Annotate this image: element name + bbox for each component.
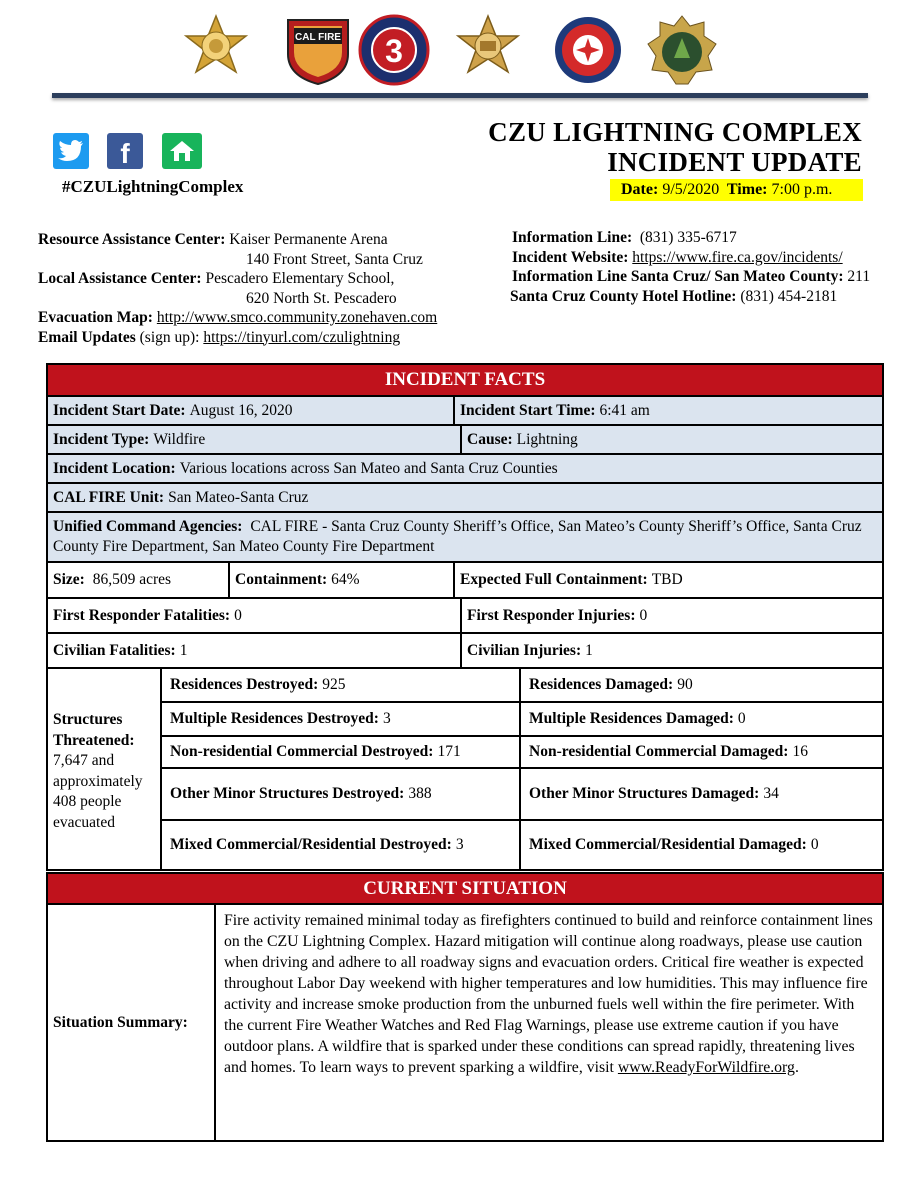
date-time-highlight (610, 179, 863, 201)
start-time-value: 6:41 am (599, 401, 650, 419)
fr-injuries-value: 0 (639, 606, 648, 624)
agencies-label: Unified Command Agencies: (53, 518, 243, 535)
evacuation-map-link[interactable]: http://www.smco.community.zonehaven.com (156, 309, 438, 326)
structure-row (520, 820, 883, 870)
hotel-label: Santa Cruz County Hotel Hotline: (510, 287, 737, 305)
type-label: Incident Type: (53, 430, 150, 448)
situation-summary-text-cell (215, 904, 883, 1141)
damaged-value: 16 (792, 743, 808, 760)
unit-value: San Mateo-Santa Cruz (168, 488, 309, 506)
home-icon[interactable] (162, 133, 202, 169)
type-cell (47, 425, 461, 454)
structure-row (161, 736, 520, 768)
expected-containment-cell (454, 562, 883, 598)
destroyed-label: Mixed Commercial/Residential Destroyed: (170, 836, 452, 853)
structures-value-4: evacuated (53, 813, 115, 831)
structures-label-1: Structures (53, 711, 123, 728)
destroyed-value: 3 (455, 836, 464, 853)
structures-label-2: Threatened: (53, 731, 135, 749)
fr-fatalities-label: First Responder Fatalities: (53, 606, 231, 624)
incident-facts-header: INCIDENT FACTS (47, 364, 883, 396)
rac-line-2: 140 Front Street, Santa Cruz (246, 250, 423, 268)
lac-label: Local Assistance Center: (38, 270, 202, 287)
damaged-label: Multiple Residences Damaged: (529, 710, 734, 727)
info-line-value: (831) 335-6717 (639, 229, 737, 246)
situation-summary-end: . (794, 1059, 799, 1076)
unit-cell (47, 483, 883, 512)
fr-injuries-cell (461, 598, 883, 633)
structure-row (520, 668, 883, 702)
time-value: 7:00 p.m. (771, 181, 833, 198)
sc-sm-line-label: Information Line Santa Cruz/ San Mateo County: (512, 268, 844, 285)
email-label: Email Updates (38, 328, 136, 346)
fr-injuries-label: First Responder Injuries: (467, 606, 636, 624)
structure-row (161, 820, 520, 870)
hotel-value: (831) 454-2181 (740, 287, 838, 305)
cause-label: Cause: (467, 430, 513, 448)
santa-cruz-sheriff-badge (452, 14, 524, 86)
start-date-label: Incident Start Date: (53, 401, 186, 419)
current-situation-header: CURRENT SITUATION (47, 873, 883, 904)
svg-text:3: 3 (385, 33, 403, 69)
rac-label: Resource Assistance Center: (38, 231, 226, 248)
svg-text:CAL FIRE: CAL FIRE (295, 32, 341, 43)
structures-threatened-cell (47, 668, 161, 870)
san-mateo-sheriff-badge (180, 14, 252, 86)
destroyed-value: 3 (382, 710, 391, 727)
containment-label: Containment: (235, 571, 328, 588)
destroyed-value: 171 (437, 743, 461, 760)
hashtag: #CZULightningComplex (62, 177, 244, 196)
civ-injuries-cell (461, 633, 883, 668)
structures-value-1: 7,647 and (53, 752, 115, 769)
agencies-value: CAL FIRE - Santa Cruz County Sheriff’s Office, San Mateo’s County Sheriff’s Office, Santa Cruz County Fire Department, San Mateo County Fire Department (53, 518, 862, 555)
structure-row (520, 736, 883, 768)
sc-sm-line-value: 211 (847, 268, 871, 285)
civ-injuries-label: Civilian Injuries: (467, 641, 582, 659)
type-value: Wildfire (153, 430, 206, 448)
fr-fatalities-value: 0 (234, 606, 242, 624)
location-value: Various locations across San Mateo and Santa Cruz Counties (179, 459, 558, 477)
containment-cell (229, 562, 454, 598)
situation-summary-label-cell (47, 904, 215, 1141)
damaged-value: 90 (677, 676, 693, 693)
structure-row (161, 702, 520, 736)
twitter-icon[interactable] (53, 133, 89, 169)
structures-value-3: 408 people (53, 793, 122, 810)
structure-row (161, 668, 520, 702)
evac-label: Evacuation Map: (38, 309, 153, 326)
destroyed-label: Residences Destroyed: (170, 676, 319, 693)
destroyed-label: Non-residential Commercial Destroyed: (170, 743, 434, 760)
damaged-value: 0 (810, 836, 819, 853)
cal-fire-logo (282, 14, 354, 86)
start-date-value: August 16, 2020 (189, 401, 293, 419)
structure-row (161, 768, 520, 820)
start-time-cell (454, 396, 883, 425)
cause-cell (461, 425, 883, 454)
page-title (488, 117, 862, 177)
cause-value: Lightning (516, 430, 578, 448)
civ-injuries-value: 1 (585, 641, 593, 659)
damaged-value: 34 (763, 785, 779, 802)
fr-fatalities-cell (47, 598, 461, 633)
facebook-icon[interactable]: f (107, 133, 143, 169)
civ-fatalities-cell (47, 633, 461, 668)
email-updates-link[interactable]: https://tinyurl.com/czulightning (203, 328, 401, 346)
structures-value-2: approximately (53, 772, 143, 790)
expected-value: TBD (651, 571, 683, 588)
start-time-label: Incident Start Time: (460, 401, 596, 419)
expected-label: Expected Full Containment: (460, 571, 648, 588)
civ-fatalities-label: Civilian Fatalities: (53, 641, 176, 659)
civ-fatalities-value: 1 (179, 641, 188, 659)
size-value: 86,509 acres (92, 571, 172, 588)
destroyed-label: Multiple Residences Destroyed: (170, 710, 379, 727)
date-label: Date: (621, 181, 659, 198)
san-mateo-county-fire-logo (646, 14, 718, 86)
header-divider (52, 93, 868, 98)
size-label: Size: (53, 571, 85, 588)
location-cell (47, 454, 883, 483)
website-label: Incident Website: (512, 248, 629, 266)
containment-value: 64% (331, 571, 360, 588)
damaged-value: 0 (737, 710, 746, 727)
incident-management-team-3-logo (358, 14, 430, 86)
lac-line-1: Pescadero Elementary School, (205, 270, 395, 287)
location-label: Incident Location: (53, 459, 176, 477)
rac-line-1: Kaiser Permanente Arena (229, 231, 388, 248)
destroyed-value: 388 (408, 785, 432, 802)
start-date-cell (47, 396, 454, 425)
left-info-block (38, 230, 437, 347)
title-line-2: INCIDENT UPDATE (607, 147, 862, 177)
destroyed-label: Other Minor Structures Destroyed: (170, 785, 405, 802)
info-line-label: Information Line: (512, 229, 633, 246)
size-cell (47, 562, 229, 598)
date-value: 9/5/2020 (662, 181, 720, 198)
agencies-cell (47, 512, 883, 562)
damaged-label: Residences Damaged: (529, 676, 674, 693)
damaged-label: Other Minor Structures Damaged: (529, 785, 760, 802)
situation-summary-text: Fire activity remained minimal today as firefighters continued to build and reinforce containment lines on the CZU Lightning Complex. Hazard mitigation will continue along roadways, please use caution when driving and adhere to all roadway signs and evacuation orders. Critical fire weather is expected throughout Labor Day weekend with higher temperatures and low humidities. This may influence fire activity and increase smoke production from the unburned fuels well within the fire perimeter. With the current Fire Weather Watches and Red Flag Warnings, please use extreme caution if you have outdoor plans. A wildfire that is sparked under these conditions can spread rapidly, threatening lives and homes. To learn ways to prevent sparking a wildfire, visit (224, 912, 873, 1076)
title-line-1: CZU LIGHTNING COMPLEX (488, 117, 862, 147)
ready-for-wildfire-link[interactable]: www.ReadyForWildfire.org (617, 1059, 795, 1076)
time-label: Time: (726, 181, 768, 198)
right-info-block (512, 228, 870, 306)
destroyed-value: 925 (322, 676, 346, 693)
damaged-label: Non-residential Commercial Damaged: (529, 743, 789, 760)
incident-website-link[interactable]: https://www.fire.ca.gov/incidents/ (632, 248, 843, 266)
lac-line-2: 620 North St. Pescadero (246, 289, 397, 307)
structure-row (520, 768, 883, 820)
email-signup: (sign up): (139, 328, 200, 346)
situation-summary-label: Situation Summary: (53, 1013, 188, 1031)
santa-cruz-fire-logo (552, 14, 624, 86)
structure-row (520, 702, 883, 736)
damaged-label: Mixed Commercial/Residential Damaged: (529, 836, 807, 853)
unit-label: CAL FIRE Unit: (53, 488, 165, 506)
